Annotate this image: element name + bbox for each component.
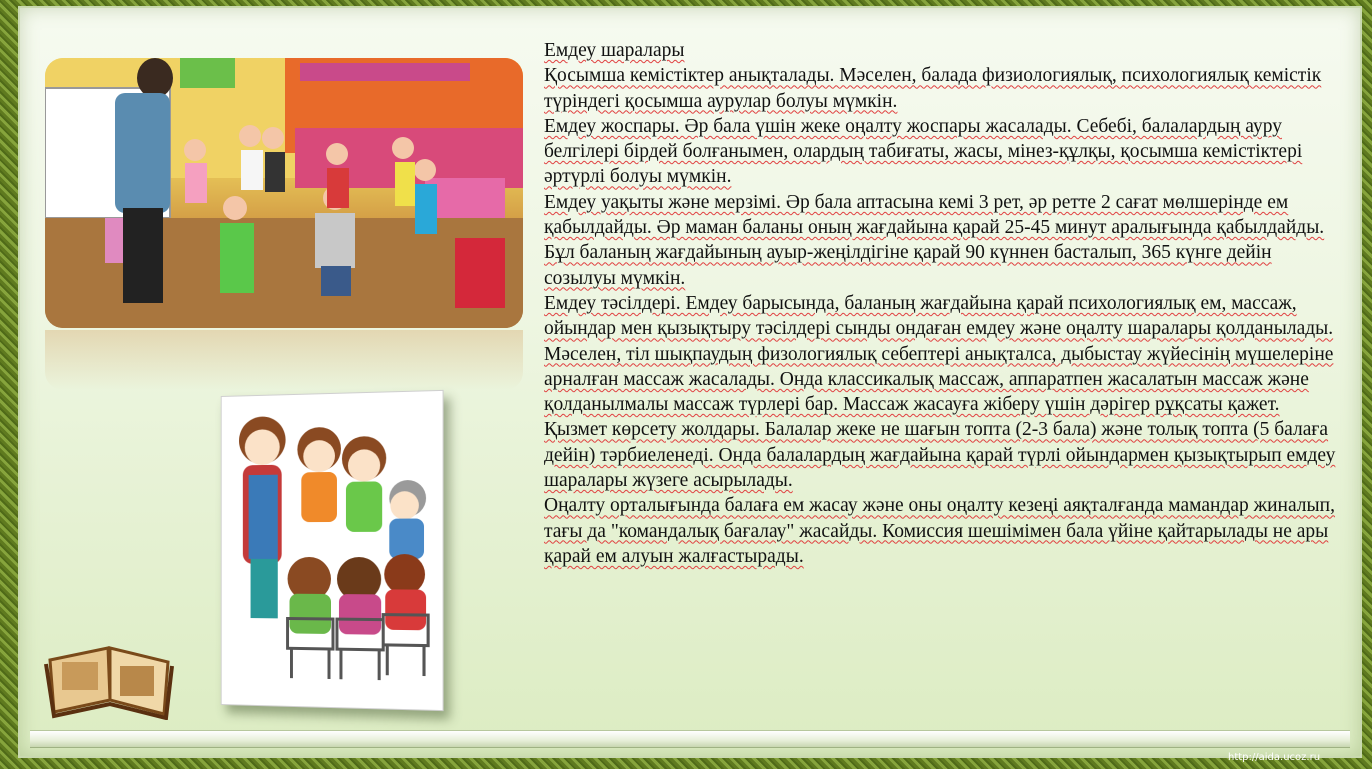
photo-reflection <box>45 330 523 390</box>
paragraph: Емдеу тәсілдері. Емдеу барысында, баланың жағдайына қарай психологиялық ем, массаж, ойындар мен қызықтыру тәсілдері сынды ондаған емдеу және оңалту шаралары қолданылады. Мәселен, тіл шықпаудың физологиялық себептері анықталса, дыбыстау жүйесінің мүшелеріне арналған массаж жасалады. Онда классикалық массаж, аппаратпен жасалатын массаж және қолданылмалы массаж түрлері бар. Массаж жасауға жіберу үшін дәрігер рұқсаты қажет. <box>544 292 1334 416</box>
main-text <box>544 38 1344 569</box>
paragraph: Емдеу жоспары. Әр бала үшін жеке оңалту жоспары жасалады. Себебі, балалардың ауру белгілері бірдей болғанымен, олардың табиғаты, жасы, мінез-құлқы, қосымша кемістіктері әртүрлі болуы мүмкін. <box>544 115 1303 188</box>
children-cartoon <box>221 390 444 711</box>
watermark-url: http://aida.ucoz.ru <box>1228 752 1321 763</box>
paragraph: Қызмет көрсету жолдары. Балалар жеке не шағын топта (2-3 бала) және толық топта (5 балаға дейін) тәрбиеленеді. Онда балалардың жағдайына қарай түрлі ойындармен қызықтырып емдеу шаралары жүзеге асырылады. <box>544 419 1336 492</box>
paragraph: Қосымша кемістіктер анықталады. Мәселен, балада физиологиялық, психологиялық кемістік түріндегі қосымша аурулар болуы мүмкін. <box>544 65 1322 112</box>
classroom-photo <box>45 58 523 328</box>
paragraph: Оңалту орталығында балаға ем жасау және оны оңалту кезеңі аяқталғанда мамандар жиналып, тағы да "командалық бағалау" жасайды. Комиссия шешімімен бала үйіне қайтарылады не ары қарай ем алуын жалғастырады. <box>544 495 1335 567</box>
paragraph-heading: Емдеу шаралары <box>544 40 685 61</box>
slide-bottom-bar <box>30 730 1350 748</box>
paragraph: Емдеу уақыты және мерзімі. Әр бала аптасына кемі 3 рет, әр ретте 2 сағат мөлшерінде ем қабылдайды. Әр маман баланы оның жағдайына қарай 25-45 минут аралығында қабылдайды. Бұл баланың жағдайының ауыр-жеңілдігіне қарай 90 күннен басталып, 365 күнге дейін созылуы мүмкін. <box>544 191 1325 289</box>
open-book-icon <box>40 640 180 720</box>
